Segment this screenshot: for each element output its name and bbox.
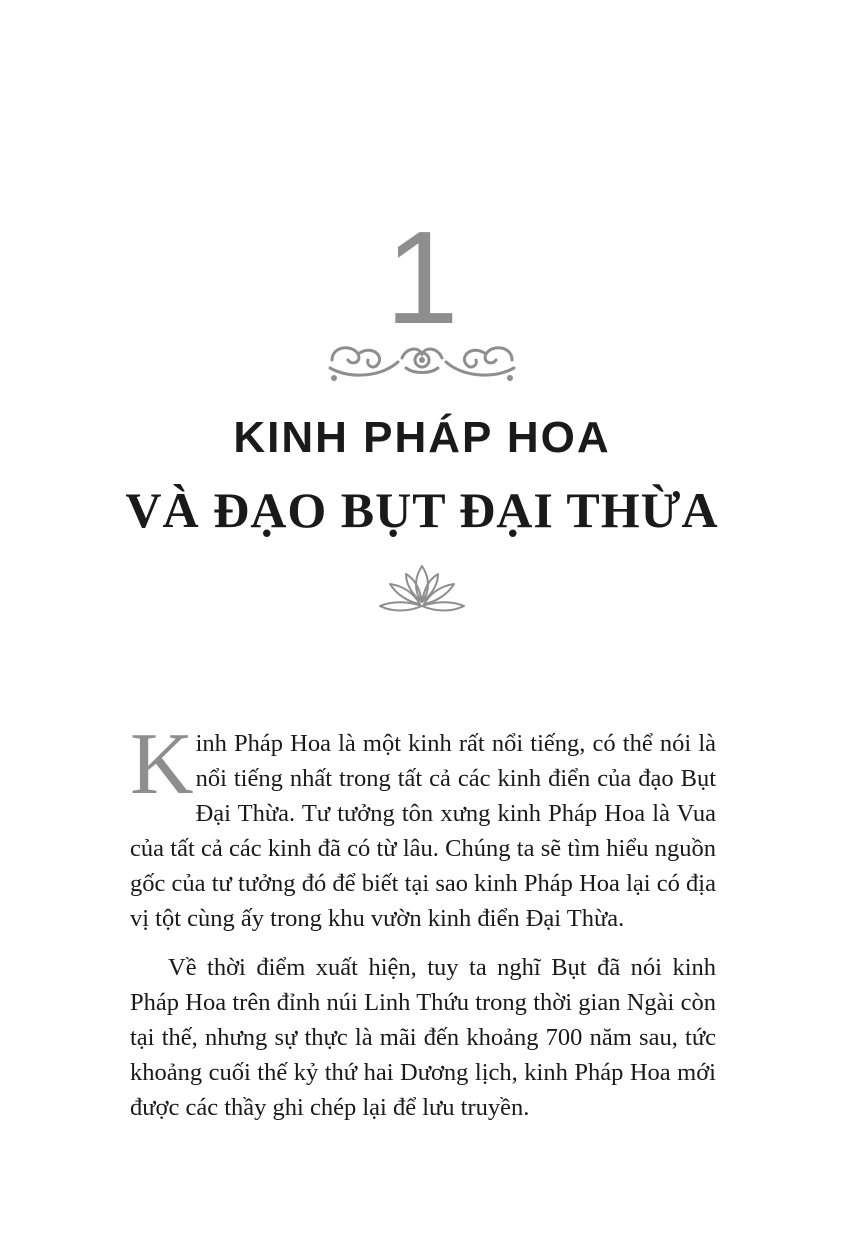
- chapter-body: [130, 716, 716, 1125]
- drop-cap: K: [130, 716, 194, 813]
- chapter-number: 1: [385, 204, 459, 351]
- paragraph-2: Về thời điểm xuất hiện, tuy ta nghĩ Bụt đã nói kinh Pháp Hoa trên đỉnh núi Linh Thứu trong thời gian Ngài còn tại thế, nhưng sự thực là mãi đến khoảng 700 năm sau, tức khoảng cuối thế kỷ thứ hai Dương lịch, kinh Pháp Hoa mới được các thầy ghi chép lại để lưu truyền.: [130, 954, 716, 1121]
- paragraph-1: [130, 716, 716, 936]
- scroll-flourish-icon: [322, 332, 522, 386]
- chapter-title-line-1: KINH PHÁP HOA: [233, 413, 611, 462]
- lotus-icon: [378, 562, 466, 616]
- chapter-title-line-2: VÀ ĐẠO BỤT ĐẠI THỪA: [125, 482, 719, 538]
- paragraph-1-text: inh Pháp Hoa là một kinh rất nổi tiếng, có thể nói là nổi tiếng nhất trong tất cả các kinh điển của đạo Bụt Đại Thừa. Tư tưởng tôn xưng kinh Pháp Hoa là Vua của tất cả các kinh đã có từ lâu. Chúng ta sẽ tìm hiểu nguồn gốc của tư tưởng đó để biết tại sao kinh Pháp Hoa lại có địa vị tột cùng ấy trong khu vườn kinh điển Đại Thừa.: [130, 730, 716, 932]
